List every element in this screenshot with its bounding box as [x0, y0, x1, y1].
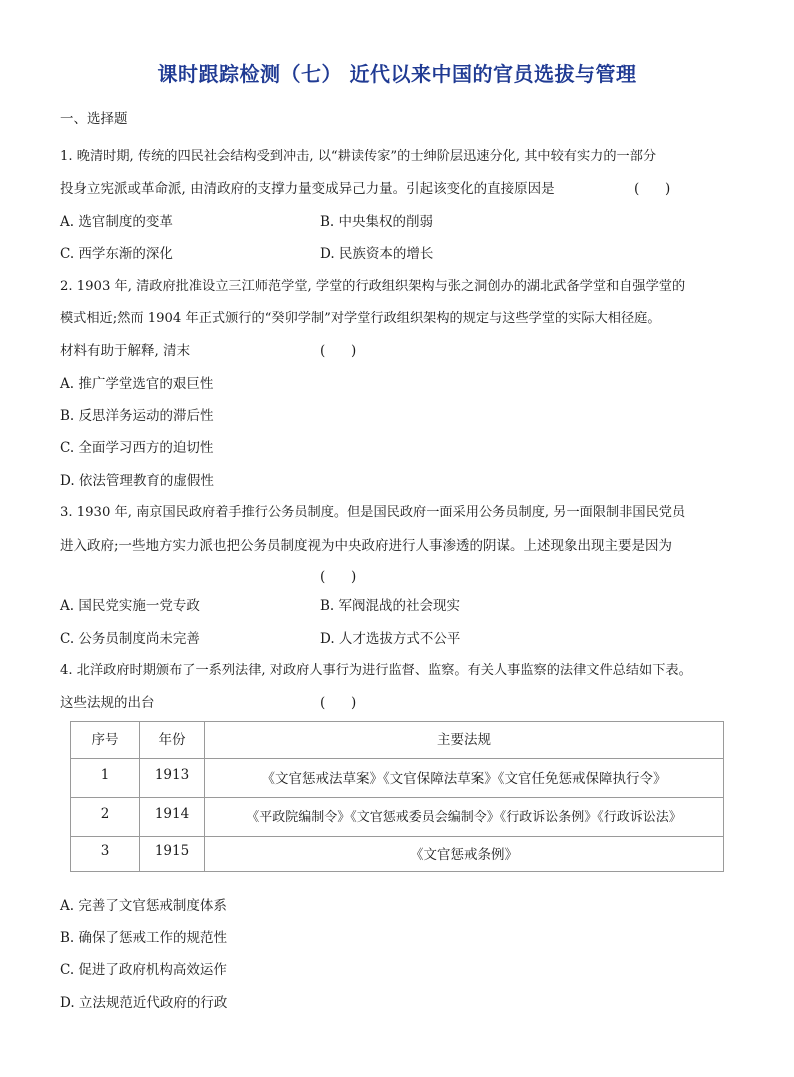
table-cell: 2 [71, 798, 140, 837]
q1-stem-line1: 1. 晚清时期, 传统的四民社会结构受到冲击, 以“耕读传家”的士绅阶层迅速分化, 其中较有实力的一部分 [60, 149, 657, 164]
table-header-row [71, 722, 724, 759]
q2-answer-paren: ( ) [320, 343, 357, 359]
table-cell: 1915 [140, 837, 205, 872]
q1-stem-line2: 投身立宪派或革命派, 由清政府的支撑力量变成异己力量。引起该变化的直接原因是 [60, 181, 555, 197]
table-cell: 1914 [140, 798, 205, 837]
q2-stem-line2: 模式相近;然而 1904 年正式颁行的“癸卯学制”对学堂行政组织架构的规定与这些学堂的实际大相径庭。 [60, 311, 661, 326]
q2-option-d: D. 依法管理教育的虚假性 [60, 473, 214, 489]
q1-option-b: B. 中央集权的削弱 [320, 214, 434, 230]
table-cell: 1 [71, 759, 140, 798]
table-row [71, 759, 724, 798]
q3-option-a: A. 国民党实施一党专政 [60, 598, 200, 614]
table-cell: 《平政院编制令》《文官惩戒委员会编制令》《行政诉讼条例》《行政诉讼法》 [205, 798, 724, 837]
q4-option-d: D. 立法规范近代政府的行政 [60, 995, 228, 1011]
regulations-table [70, 721, 724, 872]
q1-option-c: C. 西学东渐的深化 [60, 246, 173, 262]
q3-stem-line2: 进入政府;一些地方实力派也把公务员制度视为中央政府进行人事渗透的阴谋。上述现象出现主要是因为 [60, 538, 673, 554]
table-header-cell: 主要法规 [205, 722, 724, 759]
q4-option-c: C. 促进了政府机构高效运作 [60, 962, 227, 978]
q4-option-b: B. 确保了惩戒工作的规范性 [60, 930, 228, 946]
q4-stem-line1: 4. 北洋政府时期颁布了一系列法律, 对政府人事行为进行监督、监察。有关人事监察的法律文件总结如下表。 [60, 663, 692, 678]
q3-stem-line1: 3. 1930 年, 南京国民政府着手推行公务员制度。但是国民政府一面采用公务员制度, 另一面限制非国民党员 [60, 505, 686, 520]
q3-option-d: D. 人才选拔方式不公平 [320, 631, 461, 647]
table-cell: 《文官惩戒法草案》《文官保障法草案》《文官任免惩戒保障执行令》 [205, 759, 724, 798]
q3-option-b: B. 军阀混战的社会现实 [320, 598, 461, 614]
q4-answer-paren: ( ) [320, 695, 357, 711]
q2-stem-line1: 2. 1903 年, 清政府批准设立三江师范学堂, 学堂的行政组织架构与张之洞创办的湖北武备学堂和自强学堂的 [60, 279, 686, 294]
table-cell: 1913 [140, 759, 205, 798]
q1-option-d: D. 民族资本的增长 [320, 246, 434, 262]
table-cell: 《文官惩戒条例》 [205, 837, 724, 872]
q2-option-b: B. 反思洋务运动的滞后性 [60, 408, 214, 424]
table-header-cell: 年份 [140, 722, 205, 759]
table-cell: 3 [71, 837, 140, 872]
table-header-cell: 序号 [71, 722, 140, 759]
q2-stem-line3: 材料有助于解释, 清末 [60, 343, 191, 359]
q3-answer-paren: ( ) [320, 569, 357, 585]
table-row [71, 798, 724, 837]
q1-answer-paren: ( ) [634, 181, 671, 197]
q4-option-a: A. 完善了文官惩戒制度体系 [60, 898, 227, 914]
q2-option-a: A. 推广学堂选官的艰巨性 [60, 376, 214, 392]
page-title: 课时跟踪检测（七） 近代以来中国的官员选拔与管理 [157, 62, 637, 86]
q1-option-a: A. 选官制度的变革 [60, 214, 173, 230]
q4-stem-line2: 这些法规的出台 [60, 695, 155, 711]
section-heading: 一、选择题 [60, 111, 128, 127]
table-row [71, 837, 724, 872]
q3-option-c: C. 公务员制度尚未完善 [60, 631, 200, 647]
q2-option-c: C. 全面学习西方的迫切性 [60, 440, 214, 456]
